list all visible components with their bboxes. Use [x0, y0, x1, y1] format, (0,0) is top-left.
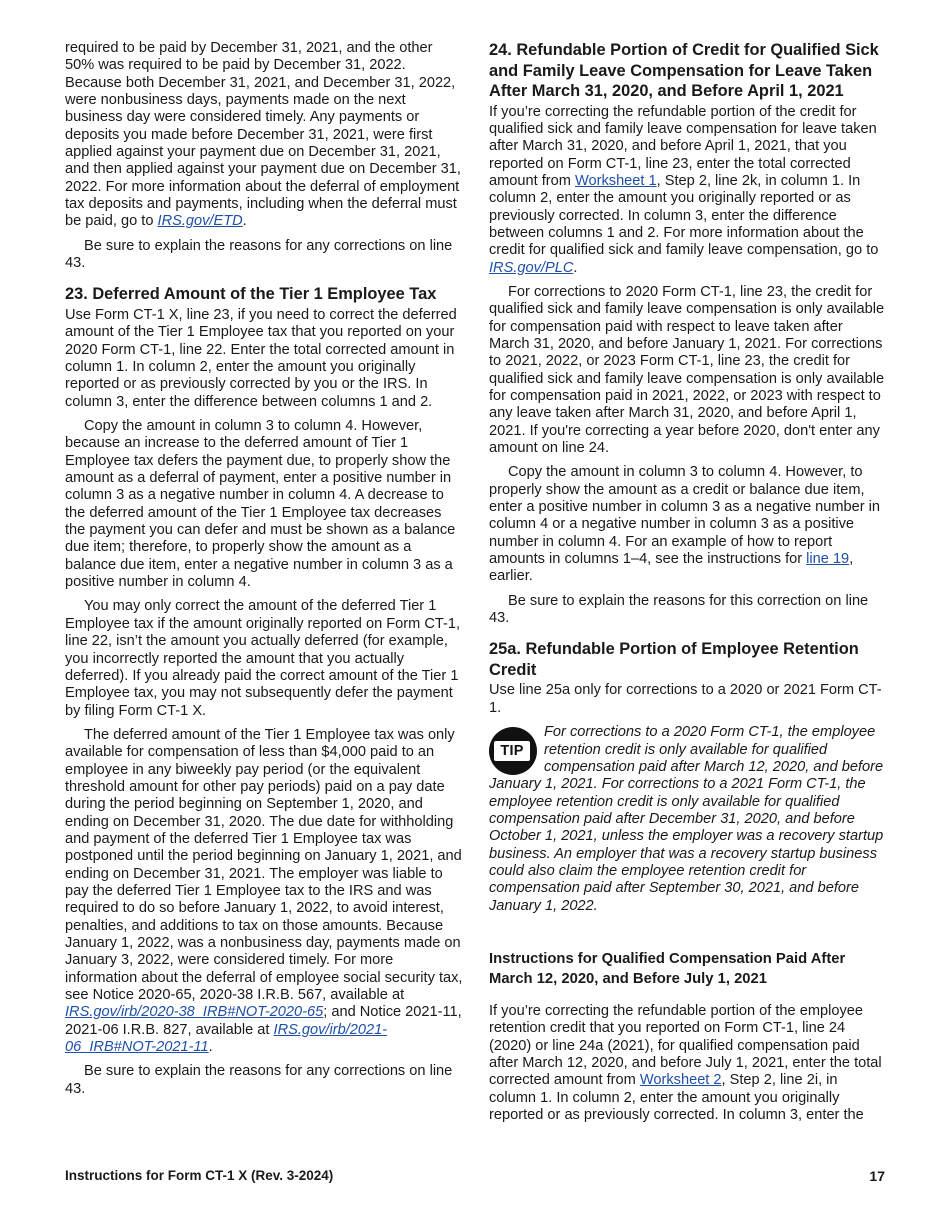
paragraph: Copy the amount in column 3 to column 4. However, because an increase to the deferred amount of Tier 1 Employee tax defers the payment due, to properly show the amount as a deferral of payment, enter a positive number in column 3 as a negative number in column 4. A decrease to the deferred amount of the Tier 1 Employee tax decreases the payment you can defer and must be shown as a balance due item; therefore, to properly show the amount as a balance due item, enter a negative number in column 3 as a positive number in column 4.: [65, 418, 456, 591]
line-19-link[interactable]: line 19: [806, 551, 850, 568]
irs-plc-link[interactable]: IRS.gov/PLC: [489, 259, 574, 276]
paragraph: Use Form CT-1 X, line 23, if you need to correct the deferred amount of the Tier 1 Employee tax that you reported on your 2020 Form CT-1, line 22. Enter the total corrected amount in column 1. In column 2, enter the amount you originally reported or as previously corrected by you or the IRS. In column 3, enter the difference between columns 1 and 2.: [65, 306, 457, 410]
paragraph: You may only correct the amount of the deferred Tier 1 Employee tax if the amount originally reported on Form CT-1, line 22, isn’t the amount you actually deferred (for example, you incorrectly reported the amount that you actually deferred). If you already paid the correct amount of the Tier 1 Employee tax, you may not subsequently defer the payment by filing Form CT-1 X.: [65, 598, 461, 719]
text: If you’re correcting the refundable portion of the credit for qualified sick and family leave compensation for leave taken after March 31, 2020, and before April 1, 2021, that you reported on Form CT-1, line 23, enter the total corrected amount from: [489, 103, 877, 189]
text: .: [242, 213, 247, 230]
text: required to be paid by December 31, 2021, and the other 50% was required to be paid by December 31, 2022. Because both December 31, 2021, and December 31, 2022, were nonbusiness days, payments made on the next business day were considered timely. Any payments or deposits you made before December 31, 2021, were first applied against your payment due on December 31, 2021, and then applied against your payment due on December 31, 2022. For more information about the deferral of employment tax deposits and payments, including when the deferral must be paid, go to: [65, 40, 461, 230]
paragraph: [65, 40, 463, 231]
text: , Step 2, line 2k, in column 1. In column 2, enter the amount you originally reported or as previously corrected. In column 3, enter the difference between columns 1 and 2. For more information about the credit for qualified sick and family leave compensation, go to: [489, 172, 879, 259]
paragraph: [489, 464, 885, 585]
text: .: [573, 259, 578, 276]
section-heading-24: 24. Refundable Portion of Credit for Qualified Sick and Family Leave Compensation for Leave Taken After March 31, 2020, and Before April 1, 2021: [489, 41, 879, 100]
text: .: [208, 1039, 213, 1056]
page-number: 17: [869, 1168, 885, 1184]
section-heading-25a: 25a. Refundable Portion of Employee Retention Credit: [489, 640, 859, 679]
paragraph: Be sure to explain the reasons for any corrections on line 43.: [65, 1063, 453, 1097]
text: If you’re correcting the refundable portion of the employee retention credit that you reported on Form CT-1, line 24 (2020) or line 24a (2021), for qualified compensation paid after March 12, 2020, and before July 1, 2021, enter the total corrected amount from: [489, 1002, 882, 1089]
paragraph: [65, 727, 463, 1057]
tip-icon: [489, 727, 537, 775]
worksheet-2-link[interactable]: Worksheet 2: [639, 1072, 722, 1089]
paragraph: Be sure to explain the reasons for this correction on line 43.: [489, 592, 869, 627]
tip-block: [489, 724, 885, 915]
irs-etd-link[interactable]: IRS.gov/ETD: [157, 213, 243, 230]
tip-text: For corrections to a 2020 Form CT-1, the employee retention credit is only available for qualified compensation paid after March 12, 2020, and before January 1, 2021. For corrections to a 2021 Form CT-1, the employee retention credit is only available for qualified compensation paid after December 31, 2020, and before October 1, 2021, unless the employer was a recovery startup business. An employer that was a recovery startup business could also claim the employee retention credit for compensation paid after September 30, 2021, and before January 1, 2022.: [489, 724, 884, 914]
text: , Step 2, line 2i, in column 1. In column 2, enter the amount you originally reported or as previously corrected. In column 3, enter the: [489, 1072, 864, 1123]
paragraph: Use line 25a only for corrections to a 2020 or 2021 Form CT-1.: [489, 682, 882, 716]
right-column: [489, 40, 885, 1131]
notice-2021-11-link[interactable]: IRS.gov/irb/2021-06_IRB#NOT-2021-11: [65, 1021, 388, 1056]
paragraph: [489, 1003, 885, 1124]
worksheet-1-link[interactable]: Worksheet 1: [574, 172, 657, 189]
subsection-heading: Instructions for Qualified Compensation Paid After March 12, 2020, and Before July 1, 2021: [489, 950, 846, 988]
section-heading-23: 23. Deferred Amount of the Tier 1 Employee Tax: [65, 285, 437, 304]
paragraph: For corrections to 2020 Form CT-1, line 23, the credit for qualified sick and family leave compensation is only available for compensation paid with respect to leave taken after March 31, 2020, and before January 1, 2021. For corrections to 2021, 2022, or 2023 Form CT-1, line 23, the credit for qualified sick and family leave compensation is only available for compensation paid in 2021, 2022, or 2023 with respect to any leave taken after March 31, 2020, and before April 1, 2021. If you're correcting a year before 2020, don't enter any amount on line 24.: [489, 283, 885, 457]
paragraph: Be sure to explain the reasons for any corrections on line 43.: [65, 237, 453, 272]
paragraph: [489, 104, 885, 277]
notice-2020-65-link[interactable]: IRS.gov/irb/2020-38_IRB#NOT-2020-65: [65, 1004, 324, 1021]
text: Copy the amount in column 3 to column 4. However, to properly show the amount as a credit or balance due item, enter a positive number in column 3 as a negative number in column 4 or a negative number in column 3 as a positive number in column 4. For an example of how to report amounts in columns 1–4, see the instructions for: [489, 464, 881, 568]
text: The deferred amount of the Tier 1 Employee tax was only available for compensation of less than $4,000 paid to an employee in any biweekly pay period (or the equivalent threshold amount for other pay periods) paid on a pay date during the period beginning on September 1, 2020, and ending on December 31, 2020. The due date for withholding and payment of the deferred Tier 1 Employee tax was postponed until the period beginning on January 1, 2021, and ending on December 31, 2021. The employer was liable to pay the deferred Tier 1 Employee tax to the IRS and was required to do so before January 1, 2022, to avoid interest, penalties, and additions to tax on those amounts. Because January 1, 2022, was a nonbusiness day, payments made on January 3, 2022, were considered timely. For more information about the deferral of employee social security tax, see Notice 2020-65, 2020-38 I.R.B. 567, available at: [65, 726, 463, 1004]
left-column: [65, 40, 463, 1105]
text: , earlier.: [489, 551, 854, 585]
text: ; and Notice 2021-11, 2021-06 I.R.B. 827, available at: [65, 1004, 462, 1038]
footer-title: Instructions for Form CT-1 X (Rev. 3-2024): [65, 1168, 334, 1183]
tip-label: TIP: [494, 741, 530, 761]
